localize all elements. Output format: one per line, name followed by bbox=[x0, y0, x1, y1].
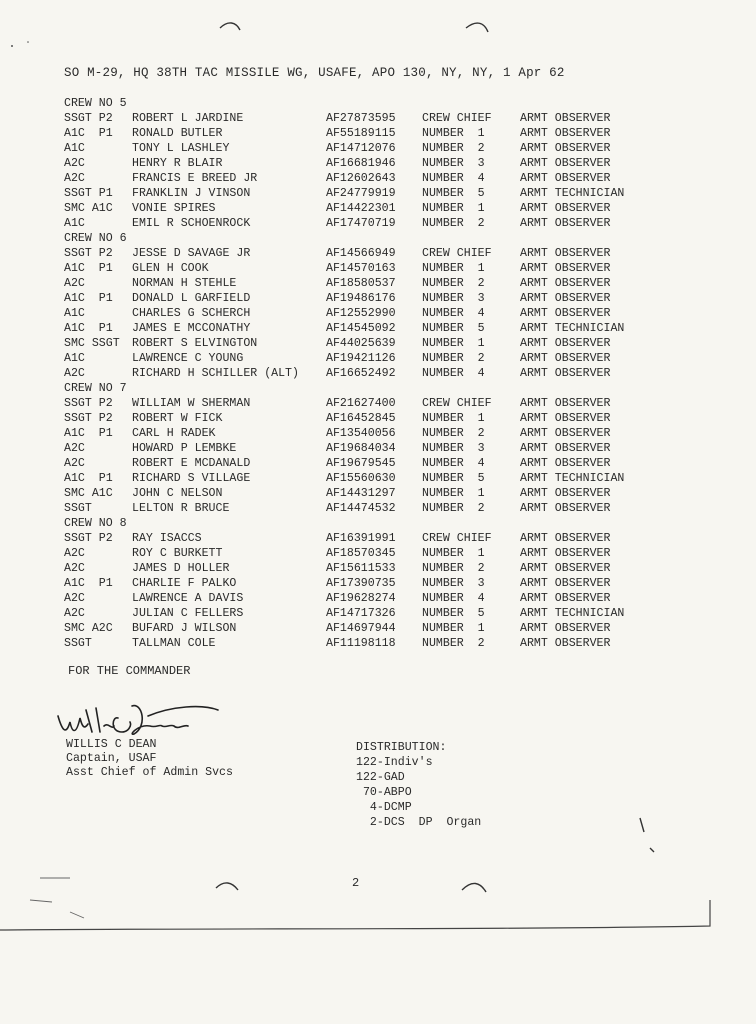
roster-row bbox=[64, 141, 704, 156]
member-name: EMIL R SCHOENROCK bbox=[132, 217, 251, 230]
member-position: NUMBER 3 bbox=[422, 157, 485, 170]
member-rank: SMC SSGT bbox=[64, 337, 120, 350]
member-name: CHARLES G SCHERCH bbox=[132, 307, 251, 320]
member-position: NUMBER 4 bbox=[422, 592, 485, 605]
member-duty: ARMT OBSERVER bbox=[520, 142, 611, 155]
member-position: NUMBER 2 bbox=[422, 217, 485, 230]
roster-row bbox=[64, 546, 704, 561]
member-position: NUMBER 2 bbox=[422, 142, 485, 155]
signer-title: Captain, USAF bbox=[66, 752, 157, 765]
member-afsn: AF13540056 bbox=[326, 427, 396, 440]
roster-row bbox=[64, 336, 704, 351]
member-afsn: AF14545092 bbox=[326, 322, 396, 335]
distribution-list bbox=[356, 740, 481, 830]
crew-heading bbox=[64, 381, 704, 396]
crew-heading bbox=[64, 96, 704, 111]
member-afsn: AF12602643 bbox=[326, 172, 396, 185]
member-position: CREW CHIEF bbox=[422, 532, 492, 545]
member-duty: ARMT OBSERVER bbox=[520, 562, 611, 575]
roster-row bbox=[64, 456, 704, 471]
member-position: NUMBER 1 bbox=[422, 487, 485, 500]
member-rank: A2C bbox=[64, 592, 85, 605]
crew-heading bbox=[64, 231, 704, 246]
member-afsn: AF11198118 bbox=[326, 637, 396, 650]
for-the-commander: FOR THE COMMANDER bbox=[68, 664, 191, 678]
member-name: ROBERT L JARDINE bbox=[132, 112, 244, 125]
member-rank: SSGT P2 bbox=[64, 532, 113, 545]
member-rank: A1C P1 bbox=[64, 127, 113, 140]
member-name: CARL H RADEK bbox=[132, 427, 216, 440]
member-rank: A2C bbox=[64, 457, 85, 470]
roster-row bbox=[64, 606, 704, 621]
member-position: NUMBER 3 bbox=[422, 442, 485, 455]
member-name: NORMAN H STEHLE bbox=[132, 277, 237, 290]
member-rank: A2C bbox=[64, 157, 85, 170]
member-duty: ARMT TECHNICIAN bbox=[520, 607, 625, 620]
member-name: LAWRENCE A DAVIS bbox=[132, 592, 244, 605]
member-duty: ARMT OBSERVER bbox=[520, 337, 611, 350]
member-afsn: AF16391991 bbox=[326, 532, 396, 545]
roster-row bbox=[64, 156, 704, 171]
member-name: LELTON R BRUCE bbox=[132, 502, 230, 515]
member-rank: A2C bbox=[64, 547, 85, 560]
member-duty: ARMT OBSERVER bbox=[520, 277, 611, 290]
roster-row bbox=[64, 186, 704, 201]
member-duty: ARMT OBSERVER bbox=[520, 112, 611, 125]
member-rank: A1C bbox=[64, 352, 85, 365]
member-afsn: AF14422301 bbox=[326, 202, 396, 215]
roster-row bbox=[64, 531, 704, 546]
member-position: NUMBER 2 bbox=[422, 277, 485, 290]
order-header: SO M-29, HQ 38TH TAC MISSILE WG, USAFE, APO 130, NY, NY, 1 Apr 62 bbox=[64, 66, 565, 80]
member-name: ROBERT S ELVINGTON bbox=[132, 337, 258, 350]
member-afsn: AF19679545 bbox=[326, 457, 396, 470]
member-duty: ARMT OBSERVER bbox=[520, 442, 611, 455]
member-name: ROBERT W FICK bbox=[132, 412, 223, 425]
member-position: NUMBER 1 bbox=[422, 127, 485, 140]
roster-row bbox=[64, 111, 704, 126]
member-position: NUMBER 3 bbox=[422, 577, 485, 590]
member-duty: ARMT OBSERVER bbox=[520, 412, 611, 425]
member-position: NUMBER 4 bbox=[422, 457, 485, 470]
roster-row bbox=[64, 171, 704, 186]
member-name: JULIAN C FELLERS bbox=[132, 607, 244, 620]
distribution-item: 122-GAD bbox=[356, 771, 405, 784]
member-name: JAMES D HOLLER bbox=[132, 562, 230, 575]
roster-row bbox=[64, 216, 704, 231]
member-name: GLEN H COOK bbox=[132, 262, 209, 275]
member-rank: A1C P1 bbox=[64, 472, 113, 485]
roster-row bbox=[64, 486, 704, 501]
roster-row bbox=[64, 126, 704, 141]
member-position: NUMBER 1 bbox=[422, 412, 485, 425]
member-afsn: AF21627400 bbox=[326, 397, 396, 410]
member-duty: ARMT OBSERVER bbox=[520, 247, 611, 260]
member-position: CREW CHIEF bbox=[422, 112, 492, 125]
signer-office: Asst Chief of Admin Svcs bbox=[66, 766, 233, 779]
member-position: NUMBER 2 bbox=[422, 352, 485, 365]
roster-row bbox=[64, 306, 704, 321]
member-rank: A2C bbox=[64, 367, 85, 380]
member-name: JOHN C NELSON bbox=[132, 487, 223, 500]
roster-row bbox=[64, 426, 704, 441]
roster-row bbox=[64, 621, 704, 636]
distribution-item: 70-ABPO bbox=[356, 786, 412, 799]
roster-row bbox=[64, 246, 704, 261]
distribution-heading: DISTRIBUTION: bbox=[356, 741, 447, 754]
crew-roster bbox=[64, 96, 704, 651]
member-name: VONIE SPIRES bbox=[132, 202, 216, 215]
member-name: JESSE D SAVAGE JR bbox=[132, 247, 251, 260]
member-position: NUMBER 4 bbox=[422, 367, 485, 380]
handwritten-signature bbox=[52, 696, 222, 744]
crew-number: CREW NO 8 bbox=[64, 517, 127, 530]
member-rank: SSGT P2 bbox=[64, 412, 113, 425]
roster-row bbox=[64, 411, 704, 426]
member-position: NUMBER 1 bbox=[422, 262, 485, 275]
member-afsn: AF55189115 bbox=[326, 127, 396, 140]
member-duty: ARMT TECHNICIAN bbox=[520, 187, 625, 200]
member-duty: ARMT OBSERVER bbox=[520, 157, 611, 170]
member-afsn: AF44025639 bbox=[326, 337, 396, 350]
member-duty: ARMT OBSERVER bbox=[520, 457, 611, 470]
roster-row bbox=[64, 261, 704, 276]
member-afsn: AF15560630 bbox=[326, 472, 396, 485]
member-duty: ARMT TECHNICIAN bbox=[520, 472, 625, 485]
member-name: HOWARD P LEMBKE bbox=[132, 442, 237, 455]
member-rank: SSGT P2 bbox=[64, 247, 113, 260]
member-duty: ARMT OBSERVER bbox=[520, 172, 611, 185]
member-duty: ARMT OBSERVER bbox=[520, 427, 611, 440]
member-name: LAWRENCE C YOUNG bbox=[132, 352, 244, 365]
roster-row bbox=[64, 471, 704, 486]
roster-row bbox=[64, 366, 704, 381]
member-duty: ARMT OBSERVER bbox=[520, 547, 611, 560]
member-position: NUMBER 5 bbox=[422, 472, 485, 485]
member-duty: ARMT OBSERVER bbox=[520, 307, 611, 320]
member-rank: SMC A2C bbox=[64, 622, 113, 635]
distribution-item: 4-DCMP bbox=[356, 801, 412, 814]
roster-row bbox=[64, 501, 704, 516]
member-afsn: AF27873595 bbox=[326, 112, 396, 125]
member-afsn: AF12552990 bbox=[326, 307, 396, 320]
member-rank: SSGT P2 bbox=[64, 112, 113, 125]
member-position: NUMBER 5 bbox=[422, 322, 485, 335]
distribution-item: 2-DCS DP Organ bbox=[356, 816, 482, 829]
member-position: NUMBER 2 bbox=[422, 637, 485, 650]
member-name: RAY ISACCS bbox=[132, 532, 202, 545]
signature-block bbox=[66, 738, 233, 780]
member-afsn: AF14431297 bbox=[326, 487, 396, 500]
member-afsn: AF16652492 bbox=[326, 367, 396, 380]
member-duty: ARMT OBSERVER bbox=[520, 487, 611, 500]
member-afsn: AF14712076 bbox=[326, 142, 396, 155]
member-name: RICHARD H SCHILLER (ALT) bbox=[132, 367, 299, 380]
crew-number: CREW NO 6 bbox=[64, 232, 127, 245]
crew-heading bbox=[64, 516, 704, 531]
member-name: RICHARD S VILLAGE bbox=[132, 472, 251, 485]
roster-row bbox=[64, 576, 704, 591]
member-name: BUFARD J WILSON bbox=[132, 622, 237, 635]
member-position: NUMBER 3 bbox=[422, 292, 485, 305]
roster-row bbox=[64, 351, 704, 366]
member-position: NUMBER 5 bbox=[422, 187, 485, 200]
member-duty: ARMT OBSERVER bbox=[520, 292, 611, 305]
member-duty: ARMT OBSERVER bbox=[520, 532, 611, 545]
member-afsn: AF16452845 bbox=[326, 412, 396, 425]
member-rank: A1C bbox=[64, 307, 85, 320]
member-position: NUMBER 2 bbox=[422, 502, 485, 515]
distribution-item: 122-Indiv's bbox=[356, 756, 433, 769]
member-duty: ARMT OBSERVER bbox=[520, 352, 611, 365]
member-position: NUMBER 2 bbox=[422, 562, 485, 575]
signer-name: WILLIS C DEAN bbox=[66, 738, 157, 751]
member-afsn: AF19486176 bbox=[326, 292, 396, 305]
member-position: NUMBER 4 bbox=[422, 172, 485, 185]
member-duty: ARMT OBSERVER bbox=[520, 637, 611, 650]
member-rank: A1C P1 bbox=[64, 577, 113, 590]
member-rank: SMC A1C bbox=[64, 202, 113, 215]
member-afsn: AF14697944 bbox=[326, 622, 396, 635]
member-duty: ARMT OBSERVER bbox=[520, 217, 611, 230]
roster-row bbox=[64, 321, 704, 336]
member-duty: ARMT OBSERVER bbox=[520, 262, 611, 275]
member-name: TALLMAN COLE bbox=[132, 637, 216, 650]
member-name: JAMES E MCCONATHY bbox=[132, 322, 251, 335]
member-afsn: AF19628274 bbox=[326, 592, 396, 605]
member-duty: ARMT OBSERVER bbox=[520, 127, 611, 140]
member-afsn: AF14570163 bbox=[326, 262, 396, 275]
member-afsn: AF14717326 bbox=[326, 607, 396, 620]
roster-row bbox=[64, 201, 704, 216]
roster-row bbox=[64, 561, 704, 576]
crew-number: CREW NO 5 bbox=[64, 97, 127, 110]
member-rank: A1C P1 bbox=[64, 262, 113, 275]
member-rank: A2C bbox=[64, 277, 85, 290]
member-afsn: AF17390735 bbox=[326, 577, 396, 590]
member-rank: A1C P1 bbox=[64, 322, 113, 335]
member-name: WILLIAM W SHERMAN bbox=[132, 397, 251, 410]
member-afsn: AF18570345 bbox=[326, 547, 396, 560]
roster-row bbox=[64, 636, 704, 651]
member-duty: ARMT OBSERVER bbox=[520, 367, 611, 380]
member-rank: A2C bbox=[64, 562, 85, 575]
member-duty: ARMT OBSERVER bbox=[520, 202, 611, 215]
member-rank: SSGT bbox=[64, 637, 92, 650]
roster-row bbox=[64, 591, 704, 606]
member-afsn: AF19684034 bbox=[326, 442, 396, 455]
member-name: FRANKLIN J VINSON bbox=[132, 187, 251, 200]
member-afsn: AF14474532 bbox=[326, 502, 396, 515]
member-rank: A2C bbox=[64, 442, 85, 455]
member-rank: A2C bbox=[64, 607, 85, 620]
roster-row bbox=[64, 441, 704, 456]
member-afsn: AF19421126 bbox=[326, 352, 396, 365]
member-afsn: AF14566949 bbox=[326, 247, 396, 260]
member-name: HENRY R BLAIR bbox=[132, 157, 223, 170]
member-position: NUMBER 5 bbox=[422, 607, 485, 620]
member-name: TONY L LASHLEY bbox=[132, 142, 230, 155]
member-rank: A1C bbox=[64, 142, 85, 155]
member-duty: ARMT OBSERVER bbox=[520, 577, 611, 590]
member-afsn: AF17470719 bbox=[326, 217, 396, 230]
member-position: NUMBER 1 bbox=[422, 202, 485, 215]
member-rank: A1C P1 bbox=[64, 427, 113, 440]
member-name: FRANCIS E BREED JR bbox=[132, 172, 258, 185]
member-rank: A2C bbox=[64, 172, 85, 185]
member-rank: SSGT P2 bbox=[64, 397, 113, 410]
member-position: CREW CHIEF bbox=[422, 247, 492, 260]
member-position: CREW CHIEF bbox=[422, 397, 492, 410]
member-position: NUMBER 1 bbox=[422, 547, 485, 560]
member-name: DONALD L GARFIELD bbox=[132, 292, 251, 305]
member-name: CHARLIE F PALKO bbox=[132, 577, 237, 590]
member-rank: SMC A1C bbox=[64, 487, 113, 500]
member-rank: A1C P1 bbox=[64, 292, 113, 305]
member-duty: ARMT OBSERVER bbox=[520, 622, 611, 635]
member-position: NUMBER 2 bbox=[422, 427, 485, 440]
member-name: RONALD BUTLER bbox=[132, 127, 223, 140]
member-afsn: AF15611533 bbox=[326, 562, 396, 575]
member-rank: SSGT bbox=[64, 502, 92, 515]
member-afsn: AF24779919 bbox=[326, 187, 396, 200]
member-name: ROY C BURKETT bbox=[132, 547, 223, 560]
page-number: 2 bbox=[352, 876, 360, 890]
member-duty: ARMT OBSERVER bbox=[520, 502, 611, 515]
member-afsn: AF18580537 bbox=[326, 277, 396, 290]
roster-row bbox=[64, 396, 704, 411]
member-rank: A1C bbox=[64, 217, 85, 230]
member-rank: SSGT P1 bbox=[64, 187, 113, 200]
crew-number: CREW NO 7 bbox=[64, 382, 127, 395]
roster-row bbox=[64, 291, 704, 306]
member-afsn: AF16681946 bbox=[326, 157, 396, 170]
member-name: ROBERT E MCDANALD bbox=[132, 457, 251, 470]
member-duty: ARMT TECHNICIAN bbox=[520, 322, 625, 335]
member-position: NUMBER 4 bbox=[422, 307, 485, 320]
roster-row bbox=[64, 276, 704, 291]
member-duty: ARMT OBSERVER bbox=[520, 397, 611, 410]
member-position: NUMBER 1 bbox=[422, 337, 485, 350]
member-position: NUMBER 1 bbox=[422, 622, 485, 635]
member-duty: ARMT OBSERVER bbox=[520, 592, 611, 605]
